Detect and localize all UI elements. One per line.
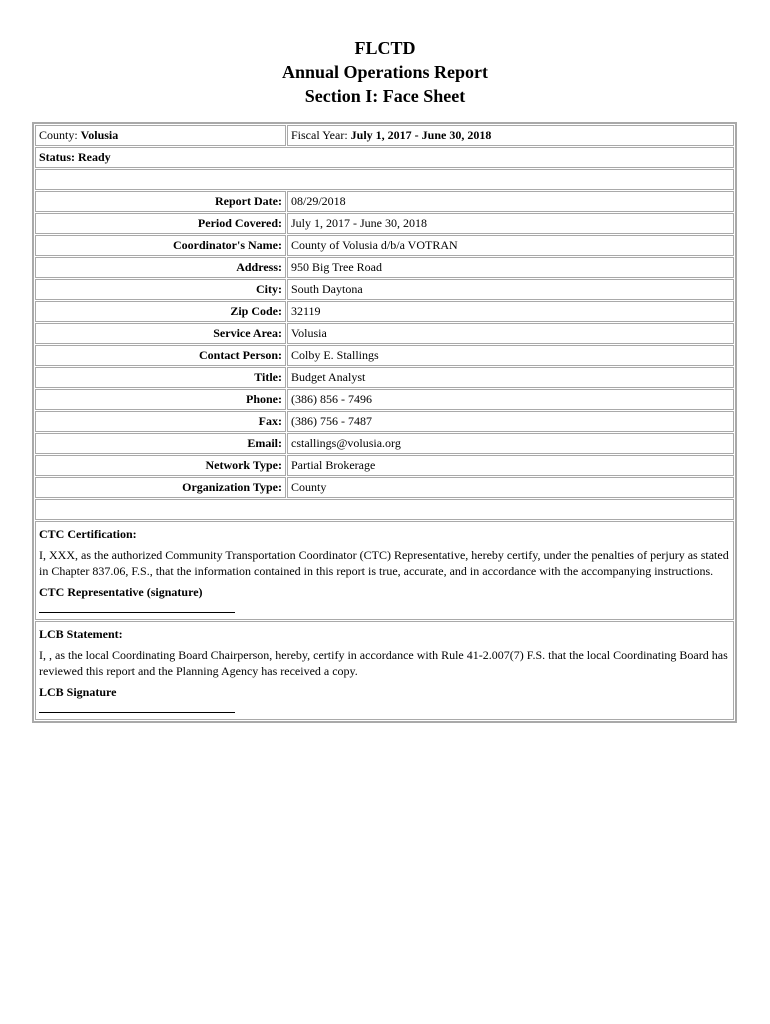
fiscal-year-value: July 1, 2017 - June 30, 2018 bbox=[350, 128, 492, 142]
field-value: Budget Analyst bbox=[287, 367, 734, 388]
status-value: Ready bbox=[78, 150, 111, 164]
ctc-certification-text: I, XXX, as the authorized Community Transportation Coordinator (CTC) Representative, hereby certify, under the penalties of perjury as stated in Chapter 837.06, F.S., that the information contained in this report is true, accurate, and in accordance with the accompanying instructions. bbox=[39, 548, 729, 578]
spacer-row bbox=[35, 499, 734, 520]
field-row-coordinator-name bbox=[35, 235, 734, 256]
report-section-title: Section I: Face Sheet bbox=[304, 86, 466, 106]
field-row-organization-type bbox=[35, 477, 734, 498]
county-label: County: bbox=[39, 128, 78, 142]
field-row-period-covered bbox=[35, 213, 734, 234]
report-title-block bbox=[0, 0, 770, 108]
status-cell bbox=[35, 147, 734, 168]
spacer-row bbox=[35, 169, 734, 190]
county-fiscal-row bbox=[35, 125, 734, 146]
field-value: (386) 856 - 7496 bbox=[287, 389, 734, 410]
lcb-statement-text: I, , as the local Coordinating Board Chairperson, hereby, certify in accordance with Rule 41-2.007(7) F.S. that the local Coordinating Board has reviewed this report and the Planning Agency has received a copy. bbox=[39, 648, 728, 678]
field-value: 32119 bbox=[287, 301, 734, 322]
ctc-signature-line bbox=[39, 602, 235, 613]
ctc-signature-label: CTC Representative (signature) bbox=[39, 585, 203, 599]
spacer-cell bbox=[35, 499, 734, 520]
lcb-signature-line bbox=[39, 702, 235, 713]
lcb-statement-row bbox=[35, 621, 734, 720]
field-label: Coordinator's Name: bbox=[35, 235, 286, 256]
field-value: Partial Brokerage bbox=[287, 455, 734, 476]
field-value: County bbox=[287, 477, 734, 498]
report-title-org: FLCTD bbox=[354, 38, 416, 58]
field-row-zip-code bbox=[35, 301, 734, 322]
fiscal-year-cell bbox=[287, 125, 734, 146]
field-row-phone bbox=[35, 389, 734, 410]
report-title: Annual Operations Report bbox=[281, 62, 488, 82]
field-label: Phone: bbox=[35, 389, 286, 410]
ctc-certification-block bbox=[35, 521, 734, 620]
field-row-email bbox=[35, 433, 734, 454]
field-label: Fax: bbox=[35, 411, 286, 432]
field-value: Colby E. Stallings bbox=[287, 345, 734, 366]
field-label: Organization Type: bbox=[35, 477, 286, 498]
fiscal-year-label: Fiscal Year: bbox=[291, 128, 348, 142]
spacer-cell bbox=[35, 169, 734, 190]
field-row-fax bbox=[35, 411, 734, 432]
field-label: City: bbox=[35, 279, 286, 300]
field-value: cstallings@volusia.org bbox=[287, 433, 734, 454]
field-label: Network Type: bbox=[35, 455, 286, 476]
field-label: Address: bbox=[35, 257, 286, 278]
county-value: Volusia bbox=[80, 128, 119, 142]
field-label: Period Covered: bbox=[35, 213, 286, 234]
field-value: South Daytona bbox=[287, 279, 734, 300]
field-label: Zip Code: bbox=[35, 301, 286, 322]
status-label: Status: bbox=[39, 150, 76, 164]
field-row-network-type bbox=[35, 455, 734, 476]
field-label: Report Date: bbox=[35, 191, 286, 212]
field-value: (386) 756 - 7487 bbox=[287, 411, 734, 432]
field-label: Title: bbox=[35, 367, 286, 388]
field-row-title bbox=[35, 367, 734, 388]
field-value: July 1, 2017 - June 30, 2018 bbox=[287, 213, 734, 234]
field-row-contact-person bbox=[35, 345, 734, 366]
field-label: Email: bbox=[35, 433, 286, 454]
field-label: Contact Person: bbox=[35, 345, 286, 366]
field-value: 08/29/2018 bbox=[287, 191, 734, 212]
face-sheet-form bbox=[32, 122, 737, 723]
field-label: Service Area: bbox=[35, 323, 286, 344]
field-value: County of Volusia d/b/a VOTRAN bbox=[287, 235, 734, 256]
ctc-certification-heading: CTC Certification: bbox=[39, 527, 137, 541]
field-value: 950 Big Tree Road bbox=[287, 257, 734, 278]
field-row-city bbox=[35, 279, 734, 300]
lcb-signature-label: LCB Signature bbox=[39, 685, 117, 699]
face-sheet-table bbox=[34, 124, 735, 721]
status-row bbox=[35, 147, 734, 168]
field-row-service-area bbox=[35, 323, 734, 344]
field-value: Volusia bbox=[287, 323, 734, 344]
county-cell bbox=[35, 125, 286, 146]
lcb-statement-block bbox=[35, 621, 734, 720]
field-row-address bbox=[35, 257, 734, 278]
lcb-statement-heading: LCB Statement: bbox=[39, 627, 123, 641]
ctc-certification-row bbox=[35, 521, 734, 620]
field-row-report-date bbox=[35, 191, 734, 212]
